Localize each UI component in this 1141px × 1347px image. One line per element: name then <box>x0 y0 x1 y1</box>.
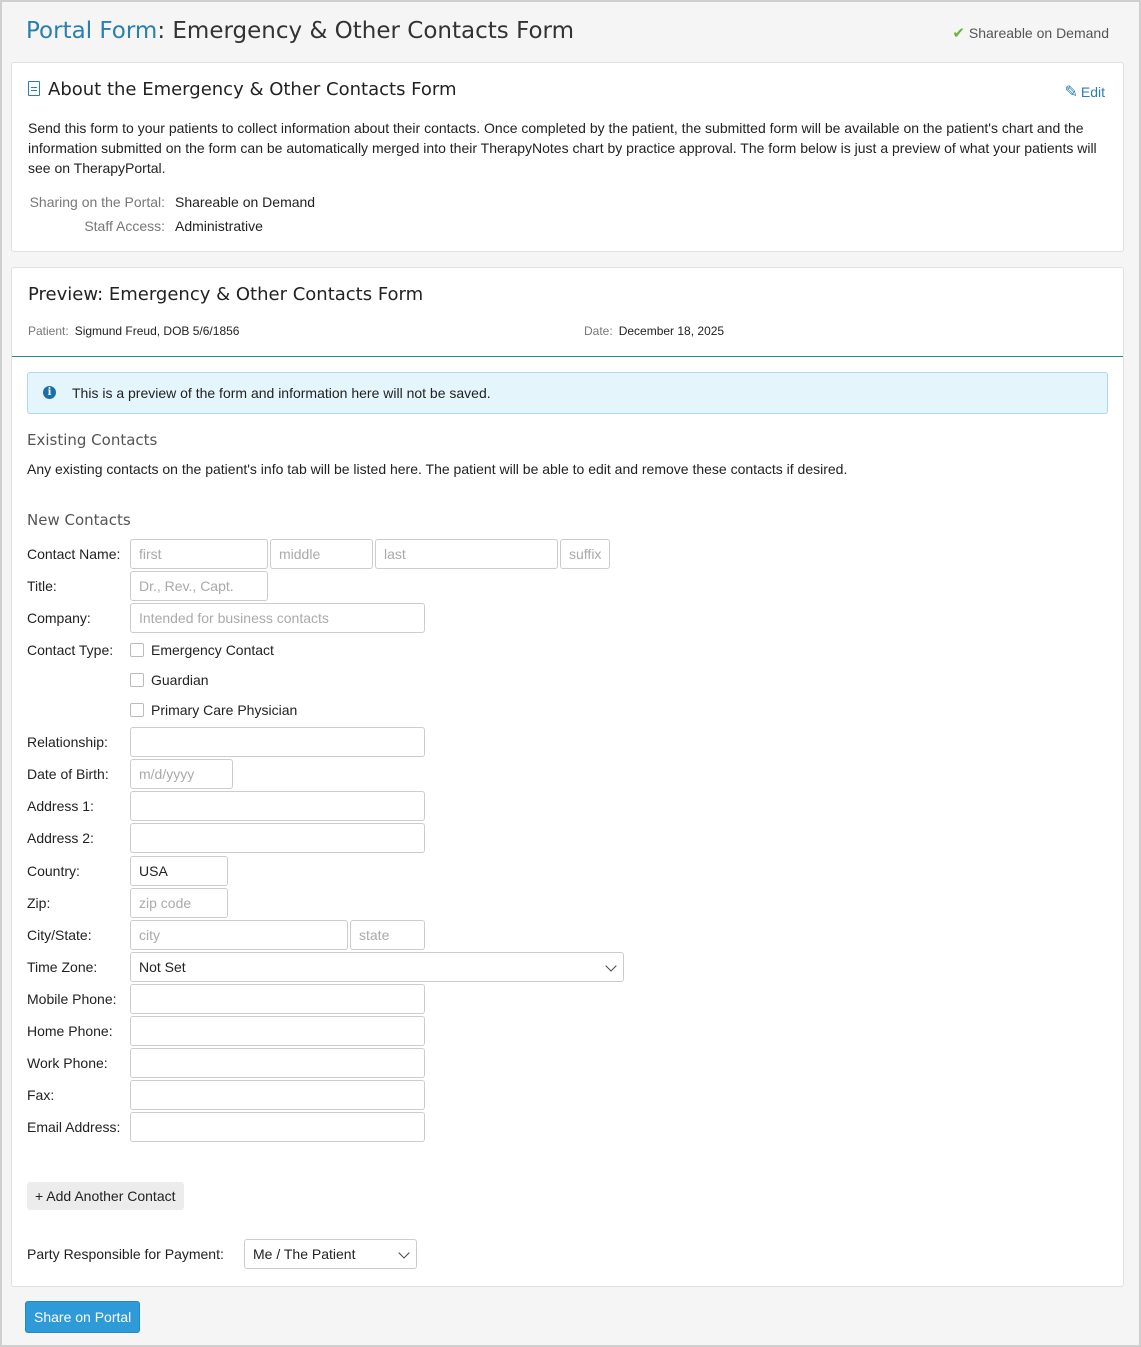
staff-access-row <box>12 218 263 234</box>
alert-text: This is a preview of the form and information here will not be saved. <box>72 385 491 401</box>
document-icon <box>28 81 40 96</box>
existing-contacts-heading: Existing Contacts <box>27 431 158 449</box>
check-icon: ✔ <box>952 25 965 42</box>
home-phone-row <box>27 1016 727 1046</box>
address1-label: Address 1: <box>27 798 94 814</box>
page-title <box>26 18 574 44</box>
edit-label: Edit <box>1080 84 1105 100</box>
sharing-status <box>952 24 1109 42</box>
suffix-input[interactable]: suffix <box>560 539 610 569</box>
date-label: Date: <box>584 324 613 338</box>
patient-label: Patient: <box>28 324 69 338</box>
existing-contacts-text: Any existing contacts on the patient's info tab will be listed here. The patient will be able to edit and remove these contacts if desired. <box>27 461 848 477</box>
primary-care-physician-label: Primary Care Physician <box>151 702 298 718</box>
sharing-row <box>12 194 315 210</box>
add-another-contact-button[interactable]: + Add Another Contact <box>27 1182 184 1210</box>
share-on-portal-button[interactable]: Share on Portal <box>25 1301 140 1333</box>
edit-link[interactable] <box>1064 82 1105 102</box>
country-label: Country: <box>27 863 80 879</box>
timezone-row <box>27 952 727 982</box>
contact-type-row-2 <box>27 665 727 695</box>
relationship-row <box>27 727 727 757</box>
address2-input[interactable] <box>130 823 425 853</box>
pencil-icon: ✎ <box>1064 84 1078 101</box>
state-input[interactable]: state <box>350 920 425 950</box>
country-input[interactable]: USA <box>130 856 228 886</box>
about-description: Send this form to your patients to collect information about their contacts. Once completed by the patient, the submitted form will be available on the patient's chart and the information submitted on the form can be automatically merged into their TherapyNotes chart by practice approval. The form below is just a preview of what your patients will see on TherapyPortal. <box>28 120 1097 176</box>
staff-access-label: Staff Access: <box>84 218 165 234</box>
home-phone-label: Home Phone: <box>27 1023 113 1039</box>
work-phone-input[interactable] <box>130 1048 425 1078</box>
dob-input[interactable]: m/d/yyyy <box>130 759 233 789</box>
relationship-input[interactable] <box>130 727 425 757</box>
sharing-value: Shareable on Demand <box>175 194 316 210</box>
chevron-down-icon <box>605 960 616 971</box>
page-header <box>26 16 1109 52</box>
company-label: Company: <box>27 610 91 626</box>
mobile-phone-row <box>27 984 727 1014</box>
date-info <box>584 324 724 338</box>
fax-row <box>27 1080 727 1110</box>
address2-label: Address 2: <box>27 830 94 846</box>
fax-input[interactable] <box>130 1080 425 1110</box>
relationship-label: Relationship: <box>27 734 108 750</box>
title-input[interactable]: Dr., Rev., Capt. <box>130 571 268 601</box>
chevron-down-icon <box>398 1247 409 1258</box>
last-name-input[interactable]: last <box>375 539 558 569</box>
contact-type-row-3 <box>27 695 727 725</box>
address1-row <box>27 791 727 821</box>
title-row <box>27 571 727 601</box>
timezone-value: Not Set <box>139 959 186 975</box>
first-name-input[interactable]: first <box>130 539 268 569</box>
zip-label: Zip: <box>27 895 51 911</box>
address2-row <box>27 823 727 853</box>
info-icon: i <box>43 386 56 399</box>
payment-select[interactable] <box>244 1239 417 1269</box>
company-row <box>27 603 727 633</box>
fax-label: Fax: <box>27 1087 55 1103</box>
about-panel <box>11 62 1124 252</box>
guardian-checkbox[interactable] <box>130 673 144 687</box>
timezone-label: Time Zone: <box>27 959 98 975</box>
page-title-suffix: : Emergency & Other Contacts Form <box>157 18 575 44</box>
payment-label: Party Responsible for Payment: <box>27 1246 224 1262</box>
work-phone-label: Work Phone: <box>27 1055 108 1071</box>
city-state-row <box>27 920 727 950</box>
guardian-label: Guardian <box>151 672 209 688</box>
zip-input[interactable]: zip code <box>130 888 228 918</box>
preview-heading: Preview: Emergency & Other Contacts Form <box>28 284 424 305</box>
preview-panel <box>11 267 1124 1287</box>
email-row <box>27 1112 727 1142</box>
contact-type-label: Contact Type: <box>27 642 114 658</box>
country-row <box>27 856 727 886</box>
emergency-contact-label: Emergency Contact <box>151 642 274 658</box>
patient-value: Sigmund Freud, DOB 5/6/1856 <box>74 324 240 338</box>
new-contacts-heading: New Contacts <box>27 511 131 529</box>
staff-access-value: Administrative <box>175 218 263 234</box>
city-state-label: City/State: <box>27 927 92 943</box>
address1-input[interactable] <box>130 791 425 821</box>
about-heading <box>28 79 457 100</box>
city-input[interactable]: city <box>130 920 348 950</box>
mobile-phone-label: Mobile Phone: <box>27 991 117 1007</box>
patient-info <box>28 324 239 338</box>
payment-value: Me / The Patient <box>253 1246 356 1262</box>
emergency-contact-checkbox[interactable] <box>130 643 144 657</box>
contact-type-row-1 <box>27 635 727 665</box>
work-phone-row <box>27 1048 727 1078</box>
contact-name-row <box>27 539 727 569</box>
timezone-select[interactable] <box>130 952 624 982</box>
middle-name-input[interactable]: middle <box>270 539 373 569</box>
mobile-phone-input[interactable] <box>130 984 425 1014</box>
email-label: Email Address: <box>27 1119 121 1135</box>
date-value: December 18, 2025 <box>618 324 725 338</box>
contact-name-label: Contact Name: <box>27 546 121 562</box>
sharing-label: Sharing on the Portal: <box>29 194 165 210</box>
page-title-prefix: Portal Form <box>26 18 158 44</box>
primary-care-physician-checkbox[interactable] <box>130 703 144 717</box>
zip-row <box>27 888 727 918</box>
sharing-status-text: Shareable on Demand <box>968 25 1109 41</box>
divider <box>12 356 1123 357</box>
preview-alert <box>27 372 1108 414</box>
company-input[interactable]: Intended for business contacts <box>130 603 425 633</box>
about-heading-text: About the Emergency & Other Contacts Form <box>48 79 457 100</box>
dob-label: Date of Birth: <box>27 766 109 782</box>
dob-row <box>27 759 727 789</box>
home-phone-input[interactable] <box>130 1016 425 1046</box>
payment-row <box>27 1239 727 1269</box>
title-label: Title: <box>27 578 57 594</box>
email-input[interactable] <box>130 1112 425 1142</box>
